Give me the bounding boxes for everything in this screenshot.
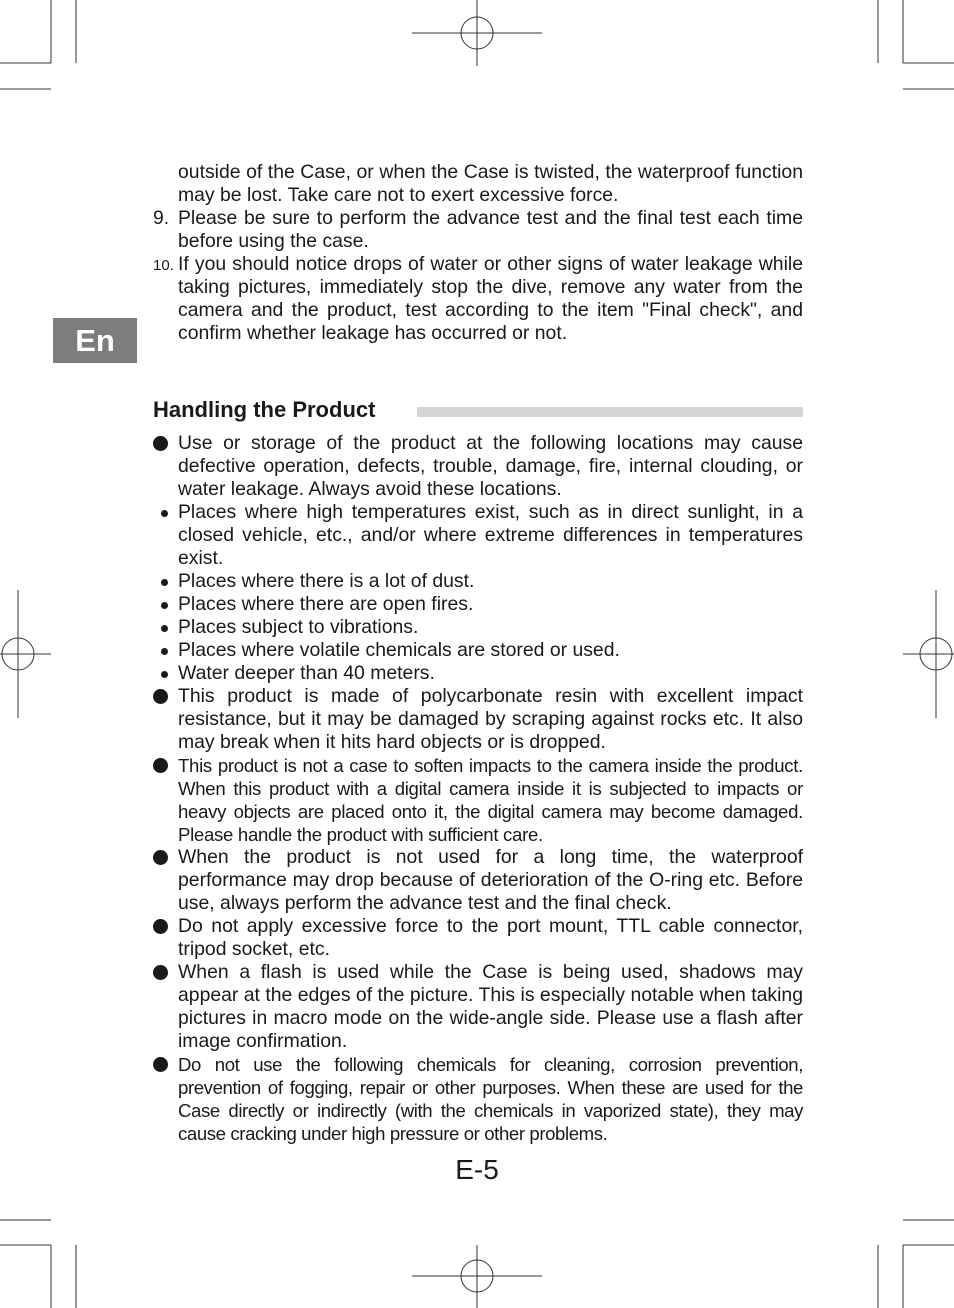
- small-bullet-icon: [161, 648, 168, 655]
- language-tab: [53, 318, 137, 363]
- list-item-text: Water deeper than 40 meters.: [178, 662, 435, 684]
- list-item-text: Places where there is a lot of dust.: [178, 570, 475, 592]
- list-item-text: Places subject to vibrations.: [178, 616, 419, 638]
- list-item: [153, 1053, 803, 1145]
- section-heading-row: [153, 395, 803, 425]
- small-bullet-icon: [161, 510, 168, 517]
- list-item: [153, 915, 803, 961]
- list-item: [153, 616, 803, 639]
- list-item-text: This product is made of polycarbonate resin with excellent impact resistance, but it may be damaged by scraping against rocks etc. It also may break when it hits hard objects or is dropped.: [178, 685, 803, 753]
- item-text: If you should notice drops of water or other signs of water leakage while taking pictures, immediately stop the dive, remove any water from the camera and the product, test according to the item "Final check", and confirm whether leakage has occurred or not.: [178, 253, 803, 344]
- continued-text: outside of the Case, or when the Case is twisted, the waterproof function may be lost. Take care not to exert excessive force.: [178, 161, 803, 206]
- list-item: [153, 961, 803, 1053]
- list-item-text: Use or storage of the product at the following locations may cause defective operation, defects, trouble, damage, fire, internal clouding, or water leakage. Always avoid these locations.: [178, 432, 803, 500]
- small-bullet-icon: [161, 579, 168, 586]
- list-item: [153, 662, 803, 685]
- list-item-text: Places where high temperatures exist, such as in direct sunlight, in a closed vehicle, etc., and/or where extreme differences in temperatures exist.: [178, 501, 803, 569]
- large-bullet-icon: [153, 436, 168, 451]
- large-bullet-icon: [153, 919, 168, 934]
- item-text: Please be sure to perform the advance test and the final test each time before using the case.: [178, 207, 803, 252]
- small-bullet-icon: [161, 625, 168, 632]
- large-bullet-icon: [153, 1057, 168, 1072]
- heading-rule: [417, 407, 803, 417]
- continued-paragraph: [153, 161, 803, 207]
- list-item-text: When a flash is used while the Case is being used, shadows may appear at the edges of the picture. This is especially notable when taking pictures in macro mode on the wide-angle side. Please use a flash after image confirmation.: [178, 961, 803, 1052]
- small-bullet-icon: [161, 671, 168, 678]
- item-number: 9.: [153, 207, 170, 229]
- item-number: 10.: [153, 257, 174, 274]
- list-item-text: Do not apply excessive force to the port mount, TTL cable connector, tripod socket, etc.: [178, 915, 803, 960]
- list-item-text: This product is not a case to soften impacts to the camera inside the product. When this product with a digital camera inside it is subjected to impacts or heavy objects are placed onto it, the digital camera may become damaged. Please handle the product with sufficient care.: [178, 755, 803, 845]
- list-item-text: Do not use the following chemicals for cleaning, corrosion prevention, prevention of fogging, repair or other purposes. When these are used for the Case directly or indirectly (with the chemicals in vaporized state), they may cause cracking under high pressure or other problems.: [178, 1054, 803, 1144]
- small-bullet-icon: [161, 602, 168, 609]
- list-item: [153, 639, 803, 662]
- section-title: Handling the Product: [153, 397, 376, 422]
- list-item: [153, 754, 803, 846]
- language-tab-label: En: [75, 322, 115, 358]
- list-item: [153, 432, 803, 501]
- list-item-text: Places where volatile chemicals are stored or used.: [178, 639, 620, 661]
- list-item-text: When the product is not used for a long time, the waterproof performance may drop because of deterioration of the O-ring etc. Before use, always perform the advance test and the final check.: [178, 846, 803, 914]
- list-item: [153, 593, 803, 616]
- handling-list: [153, 432, 803, 1145]
- list-item: [153, 501, 803, 570]
- numbered-item-9: [153, 207, 803, 253]
- large-bullet-icon: [153, 965, 168, 980]
- page-content: [153, 161, 803, 1145]
- list-item: [153, 846, 803, 915]
- large-bullet-icon: [153, 850, 168, 865]
- list-item-text: Places where there are open fires.: [178, 593, 474, 615]
- page-number: E-5: [455, 1154, 499, 1185]
- large-bullet-icon: [153, 758, 168, 773]
- large-bullet-icon: [153, 689, 168, 704]
- numbered-item-10: [153, 253, 803, 345]
- list-item: [153, 570, 803, 593]
- list-item: [153, 685, 803, 754]
